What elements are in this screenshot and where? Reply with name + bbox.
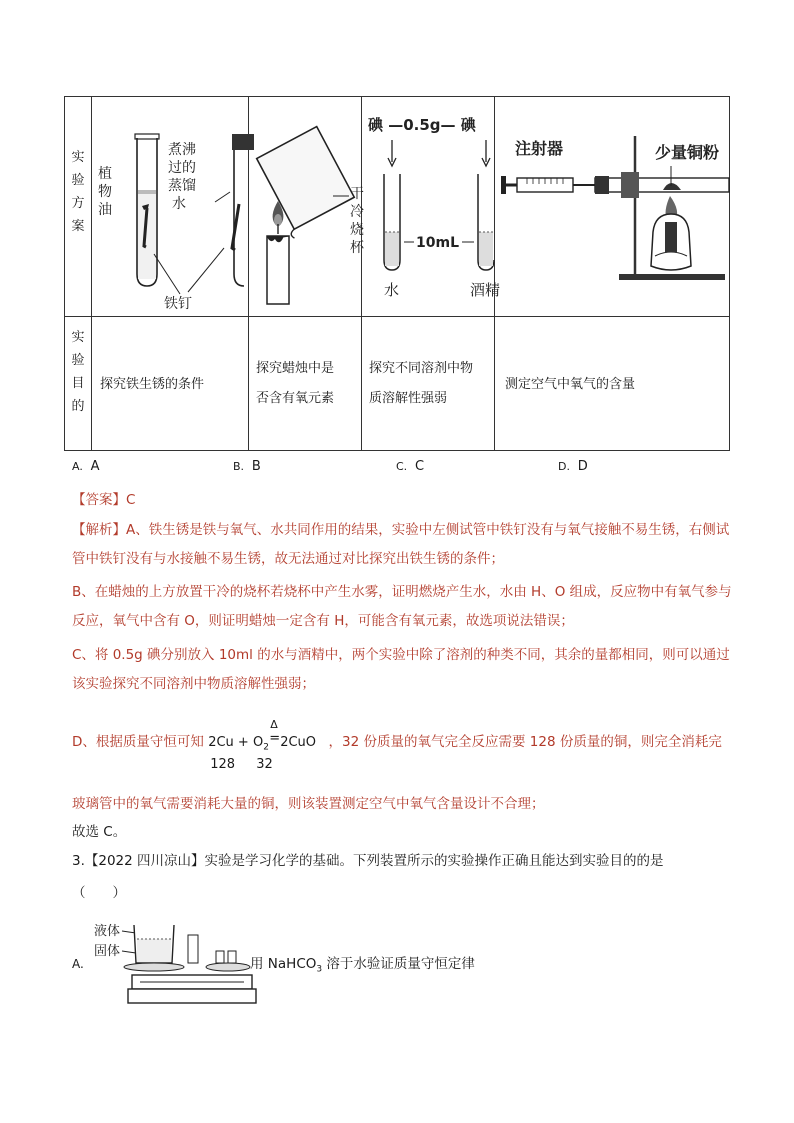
question3-option-a-text xyxy=(250,950,475,985)
question3-option-a-key: A. xyxy=(72,957,84,971)
water-label-1: 煮沸 xyxy=(168,142,196,158)
answer-line xyxy=(72,486,732,515)
oxygen-experiment-figure xyxy=(495,116,729,311)
row-header-purpose-char: 目 xyxy=(71,376,85,391)
option-b-key: B. xyxy=(233,460,245,473)
option-d-value: D xyxy=(577,459,588,474)
oil-label-2: 物 xyxy=(98,184,112,200)
row-header-purpose-char: 的 xyxy=(71,399,85,414)
question3-stem: 3.【2022 四川凉山】实验是学习化学的基础。下列装置所示的实验操作正确且能达到实验目的的是 xyxy=(72,853,664,869)
oil-label-3: 油 xyxy=(98,202,112,218)
purpose-a: 探究铁生锈的条件 xyxy=(100,377,205,392)
option-b[interactable] xyxy=(233,459,261,474)
question3-option-a-text-pre: 用 NaHCO xyxy=(250,956,317,972)
nail-label: 铁钉 xyxy=(164,296,192,312)
option-c-value: C xyxy=(415,459,425,474)
copper-label: 少量铜粉 xyxy=(655,143,720,162)
water-label-4: 水 xyxy=(172,196,186,212)
row-header-plan-char: 验 xyxy=(71,173,85,188)
option-d-key: D. xyxy=(558,460,570,473)
option-c-key: C. xyxy=(396,460,408,473)
conclusion: 故选 C。 xyxy=(72,824,127,840)
iodine-experiment-figure xyxy=(362,110,501,310)
question3-option-a-text-post: 溶于水验证质量守恒定律 xyxy=(322,956,475,972)
question3-blank: （ ） xyxy=(72,885,126,901)
option-a-key: A. xyxy=(72,460,83,473)
option-a[interactable] xyxy=(72,459,100,474)
analysis-d-text-after: ，32 份质量的氧气完全反应需要 128 份质量的铜，则完全消耗完 xyxy=(328,734,722,750)
solid-label: 固体 xyxy=(94,944,121,959)
equation-sub: 2 xyxy=(263,742,269,753)
row-header-purpose xyxy=(65,326,91,418)
row-header-plan-char: 案 xyxy=(71,219,85,234)
volume-label: 10mL xyxy=(416,235,459,251)
water-label-2: 过的 xyxy=(168,160,196,176)
purpose-c xyxy=(369,354,473,414)
water-label-3: 蒸馏 xyxy=(168,178,196,194)
water-tube-label: 水 xyxy=(384,281,400,299)
equation-right: 2CuO xyxy=(280,735,317,750)
option-a-value: A xyxy=(90,459,100,474)
alcohol-tube-label: 酒精 xyxy=(470,281,501,299)
analysis-d xyxy=(72,718,752,772)
purpose-d: 测定空气中氧气的含量 xyxy=(505,377,636,392)
row-header-plan-char: 方 xyxy=(71,196,85,211)
equation-equals: = xyxy=(269,731,281,746)
analysis-label: 【解析】 xyxy=(72,522,126,538)
beaker-label-1: 干 xyxy=(350,186,364,202)
beaker-label-3: 烧 xyxy=(350,222,364,238)
row-header-plan-char: 实 xyxy=(71,150,85,165)
syringe-label: 注射器 xyxy=(515,139,564,158)
chemical-equation xyxy=(208,718,324,772)
purpose-b xyxy=(256,354,334,414)
analysis-c: C、将 0.5g 碘分别放入 10ml 的水与酒精中，两个实验中除了溶剂的种类不同，其余的量都相同，则可以通过该实验探究不同溶剂中物质溶解性强弱； xyxy=(72,647,730,692)
candle-experiment-figure xyxy=(249,106,364,311)
purpose-b-line-1: 探究蜡烛中是 xyxy=(256,361,335,376)
question3-option-a[interactable] xyxy=(72,950,732,979)
analysis-a-text: A、铁生锈是铁与氧气、水共同作用的结果，实验中左侧试管中铁钉没有与氧气接触不易生锈，右侧试管中铁钉没有与水接触不易生锈，故无法通过对比探究出铁生锈的条件； xyxy=(72,522,730,567)
iodine-amount-label: 碘 —0.5g— 碘 xyxy=(368,116,476,134)
oil-label-1: 植 xyxy=(98,166,112,182)
row-header-plan xyxy=(65,146,91,238)
question3-option-a-sub: 3 xyxy=(316,964,323,975)
answer-value: C xyxy=(126,492,136,508)
purpose-c-line-2: 质溶解性强弱 xyxy=(369,391,448,406)
analysis-d-continued: 玻璃管中的氧气需要消耗大量的铜，则该装置测定空气中氧气含量设计不合理； xyxy=(72,796,545,812)
purpose-b-line-2: 否含有氧元素 xyxy=(256,391,335,406)
row-header-purpose-char: 实 xyxy=(71,330,85,345)
row-header-purpose-char: 验 xyxy=(71,353,85,368)
equation-left: 2Cu + O xyxy=(208,735,264,750)
equation-condition: Δ xyxy=(270,718,278,731)
option-d[interactable] xyxy=(558,459,588,474)
experiment-table xyxy=(64,96,730,451)
equation-mass-cu: 128 xyxy=(210,757,236,772)
rust-experiment-figure xyxy=(92,126,248,316)
purpose-c-line-1: 探究不同溶剂中物 xyxy=(369,361,474,376)
option-c[interactable] xyxy=(396,459,424,474)
option-b-value: B xyxy=(251,459,261,474)
equation-mass-o2: 32 xyxy=(256,757,273,772)
analysis-b: B、在蜡烛的上方放置干冷的烧杯若烧杯中产生水雾，证明燃烧产生水，水由 H、O 组成，反应物中有氧气参与反应，氧气中含有 O，则证明蜡烛一定含有 H，可能含有氧元素，故选项说法错误； xyxy=(72,584,732,629)
analysis-d-text-before: D、根据质量守恒可知 xyxy=(72,734,204,750)
analysis-a xyxy=(72,516,732,574)
beaker-label-4: 杯 xyxy=(350,240,364,256)
answer-label: 【答案】 xyxy=(72,492,126,508)
beaker-label-2: 冷 xyxy=(350,204,364,220)
liquid-label: 液体 xyxy=(94,924,121,939)
